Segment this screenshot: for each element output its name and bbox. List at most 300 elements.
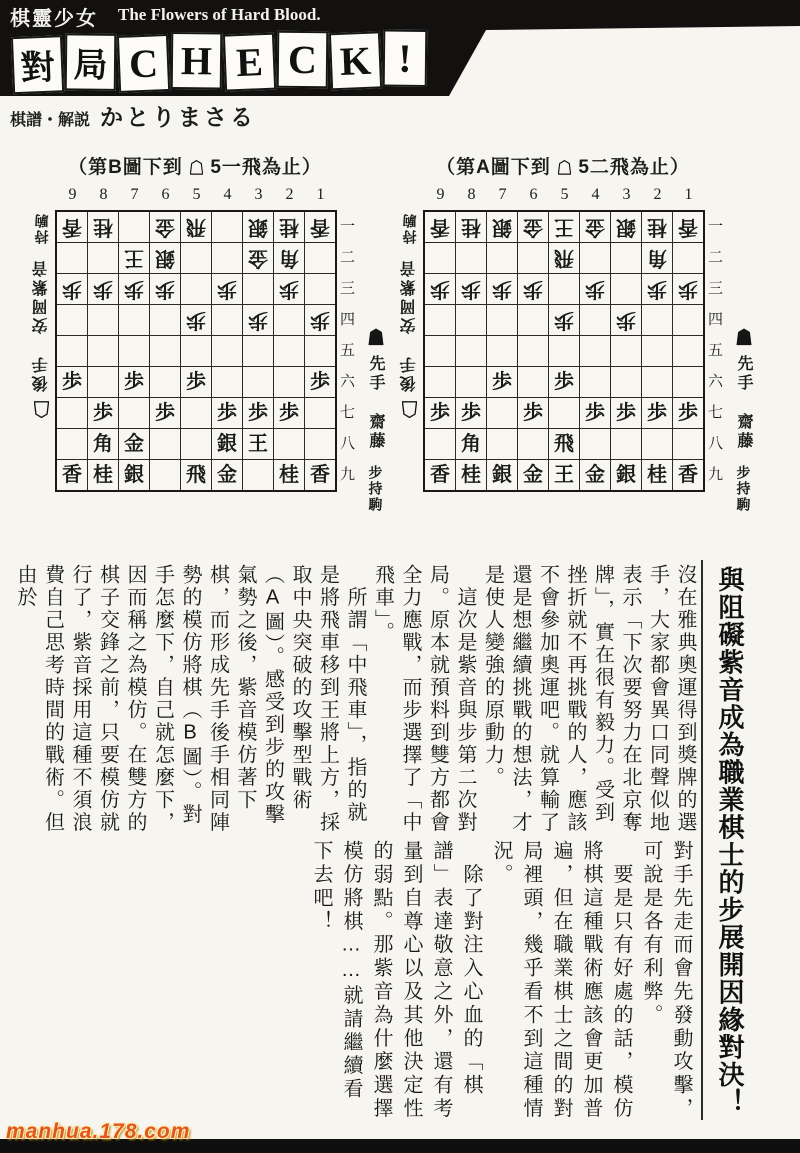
board-square bbox=[150, 274, 180, 304]
board-square bbox=[305, 212, 335, 242]
board-square bbox=[518, 367, 548, 397]
board-square bbox=[119, 460, 149, 490]
board-square bbox=[243, 305, 273, 335]
board-square bbox=[642, 429, 672, 459]
shogi-piece: 香 bbox=[62, 464, 82, 486]
shogi-piece: 王 bbox=[248, 433, 268, 455]
board-square bbox=[274, 305, 304, 335]
board-square bbox=[642, 243, 672, 273]
shogi-piece: 香 bbox=[430, 216, 450, 238]
gote-player-label: 後手 安岡紫音 bbox=[33, 258, 50, 392]
shogi-piece: 歩 bbox=[279, 278, 299, 300]
board-square bbox=[305, 429, 335, 459]
title-box: E bbox=[223, 33, 276, 92]
file-label: 9 bbox=[68, 186, 77, 203]
board-square bbox=[119, 367, 149, 397]
board-square bbox=[425, 429, 455, 459]
board-square bbox=[119, 212, 149, 242]
shogi-piece: 歩 bbox=[155, 402, 175, 424]
rank-label: 七 bbox=[708, 405, 724, 421]
board-square bbox=[57, 429, 87, 459]
board-square bbox=[119, 243, 149, 273]
board-square bbox=[150, 336, 180, 366]
board-square bbox=[88, 243, 118, 273]
board-square bbox=[642, 460, 672, 490]
shogi-piece: 歩 bbox=[616, 402, 636, 424]
board-square bbox=[456, 243, 486, 273]
rank-label: 八 bbox=[708, 436, 724, 452]
file-label: 3 bbox=[254, 186, 263, 203]
board-square bbox=[611, 429, 641, 459]
shogi-piece: 歩 bbox=[554, 371, 574, 393]
shogi-piece: 金 bbox=[155, 216, 175, 238]
board-square bbox=[274, 212, 304, 242]
board-square bbox=[305, 367, 335, 397]
board-square bbox=[181, 398, 211, 428]
shogi-piece: 歩 bbox=[186, 309, 206, 331]
shogi-piece: 歩 bbox=[186, 371, 206, 393]
board-square bbox=[518, 243, 548, 273]
file-labels bbox=[57, 186, 336, 204]
shogi-piece: 銀 bbox=[155, 247, 175, 269]
rank-label: 一 bbox=[340, 219, 356, 235]
board-square bbox=[305, 243, 335, 273]
board-square bbox=[274, 398, 304, 428]
credit-line bbox=[10, 99, 256, 132]
shogi-piece: 香 bbox=[310, 216, 330, 238]
board-square bbox=[57, 336, 87, 366]
board-square bbox=[88, 212, 118, 242]
board-square bbox=[673, 429, 703, 459]
board-square bbox=[673, 398, 703, 428]
board-square bbox=[57, 274, 87, 304]
board-square bbox=[456, 274, 486, 304]
shogi-piece: 歩 bbox=[492, 278, 512, 300]
board-square bbox=[57, 305, 87, 335]
file-label: 2 bbox=[653, 186, 662, 203]
shogi-piece: 歩 bbox=[155, 278, 175, 300]
shogi-piece: 金 bbox=[585, 216, 605, 238]
board-square bbox=[150, 243, 180, 273]
shogi-piece: 飛 bbox=[186, 464, 206, 486]
board-square bbox=[425, 243, 455, 273]
shogi-piece: 歩 bbox=[93, 402, 113, 424]
gote-move-marker-icon bbox=[190, 160, 203, 175]
board-square bbox=[181, 274, 211, 304]
shogi-piece: 角 bbox=[279, 247, 299, 269]
board-square bbox=[150, 212, 180, 242]
board-square bbox=[518, 212, 548, 242]
board-square bbox=[487, 212, 517, 242]
board-square bbox=[673, 243, 703, 273]
shogi-piece: 香 bbox=[678, 464, 698, 486]
article-lower-band bbox=[36, 840, 696, 1122]
board-square bbox=[549, 460, 579, 490]
board-square bbox=[611, 243, 641, 273]
rank-label: 一 bbox=[708, 219, 724, 235]
title-box: H bbox=[171, 32, 223, 90]
shogi-piece: 王 bbox=[554, 464, 574, 486]
title-letter-boxes bbox=[12, 30, 428, 92]
board-square bbox=[305, 305, 335, 335]
board-square bbox=[274, 243, 304, 273]
file-label: 5 bbox=[192, 186, 201, 203]
rank-label: 二 bbox=[340, 250, 356, 266]
shogi-piece: 歩 bbox=[647, 278, 667, 300]
board-square bbox=[673, 212, 703, 242]
board-square bbox=[518, 305, 548, 335]
shogi-piece: 歩 bbox=[310, 371, 330, 393]
board-square bbox=[580, 367, 610, 397]
shogi-piece: 金 bbox=[248, 247, 268, 269]
board-square bbox=[425, 398, 455, 428]
board-square bbox=[88, 305, 118, 335]
rank-label: 三 bbox=[708, 281, 724, 297]
shogi-piece: 歩 bbox=[430, 278, 450, 300]
sente-player-label: 先手 齋藤 bbox=[735, 355, 752, 451]
board-square bbox=[274, 367, 304, 397]
shogi-piece: 王 bbox=[124, 247, 144, 269]
board-square bbox=[243, 367, 273, 397]
board-square bbox=[150, 305, 180, 335]
board-square bbox=[487, 305, 517, 335]
board-square bbox=[212, 460, 242, 490]
board-square bbox=[611, 336, 641, 366]
shogi-piece: 歩 bbox=[124, 371, 144, 393]
shogi-piece: 銀 bbox=[616, 216, 636, 238]
shogi-piece: 金 bbox=[124, 433, 144, 455]
shogi-piece: 香 bbox=[430, 464, 450, 486]
shogi-piece: 桂 bbox=[279, 464, 299, 486]
board-square bbox=[611, 460, 641, 490]
shogi-piece: 歩 bbox=[678, 278, 698, 300]
shogi-piece: 角 bbox=[647, 247, 667, 269]
shogi-piece: 桂 bbox=[279, 216, 299, 238]
shogi-piece: 角 bbox=[461, 433, 481, 455]
board-square bbox=[549, 429, 579, 459]
file-label: 6 bbox=[529, 186, 538, 203]
title-box: C bbox=[277, 31, 329, 89]
file-label: 2 bbox=[285, 186, 294, 203]
board-square bbox=[580, 274, 610, 304]
board-square bbox=[673, 274, 703, 304]
sente-hand-label: 步持駒 bbox=[735, 465, 752, 513]
board-square bbox=[150, 398, 180, 428]
file-label: 1 bbox=[316, 186, 325, 203]
board-square bbox=[305, 398, 335, 428]
shogi-piece: 歩 bbox=[523, 402, 543, 424]
gote-player-panel bbox=[398, 212, 421, 418]
board-square bbox=[456, 429, 486, 459]
board-square bbox=[673, 305, 703, 335]
shogi-diagram-b bbox=[30, 148, 400, 516]
board-square bbox=[212, 305, 242, 335]
board-square bbox=[88, 398, 118, 428]
board-square bbox=[181, 212, 211, 242]
board-square bbox=[181, 243, 211, 273]
file-label: 6 bbox=[161, 186, 170, 203]
article-paragraph: 要是只有好處的話，模仿將棋這種戰術應該會更加普遍，但在職業棋士之間的對局裡頭，幾乎看不到這種情況。 bbox=[490, 840, 632, 1121]
board-square bbox=[673, 367, 703, 397]
board-square bbox=[580, 336, 610, 366]
board-square bbox=[57, 212, 87, 242]
shogi-piece: 金 bbox=[217, 464, 237, 486]
file-labels bbox=[425, 186, 704, 204]
board-square bbox=[212, 367, 242, 397]
article-upper-band bbox=[14, 564, 698, 838]
board-grid bbox=[423, 210, 705, 492]
board-square bbox=[119, 429, 149, 459]
board-square bbox=[243, 429, 273, 459]
board-square bbox=[88, 429, 118, 459]
file-label: 5 bbox=[560, 186, 569, 203]
rank-label: 九 bbox=[340, 467, 356, 483]
board-caption bbox=[30, 152, 360, 179]
title-box: ! bbox=[383, 30, 428, 87]
board-square bbox=[243, 212, 273, 242]
caption-text: 5二飛為止） bbox=[578, 157, 690, 178]
board-square bbox=[456, 398, 486, 428]
article-paragraph: 這次是紫音與步第二次對局。原本就預料到雙方都會全力應戰，而步選擇了「中飛車」。 bbox=[371, 564, 476, 834]
shogi-piece: 歩 bbox=[616, 309, 636, 331]
board-square bbox=[642, 305, 672, 335]
board-square bbox=[580, 398, 610, 428]
board-square bbox=[580, 429, 610, 459]
file-label: 4 bbox=[591, 186, 600, 203]
sente-hand-label: 步持駒 bbox=[367, 465, 384, 513]
headline-divider bbox=[701, 560, 703, 1120]
rank-label: 八 bbox=[340, 436, 356, 452]
board-square bbox=[549, 212, 579, 242]
board-square bbox=[487, 243, 517, 273]
board-square bbox=[456, 305, 486, 335]
board-square bbox=[518, 429, 548, 459]
shogi-piece: 歩 bbox=[93, 278, 113, 300]
shogi-piece: 銀 bbox=[217, 433, 237, 455]
board-square bbox=[57, 460, 87, 490]
board-square bbox=[518, 336, 548, 366]
file-label: 7 bbox=[498, 186, 507, 203]
shogi-diagram-a bbox=[398, 148, 768, 516]
shogi-piece: 銀 bbox=[248, 216, 268, 238]
rank-label: 四 bbox=[340, 312, 356, 328]
shogi-piece: 桂 bbox=[647, 464, 667, 486]
board-square bbox=[549, 305, 579, 335]
shogi-piece: 歩 bbox=[62, 278, 82, 300]
shogi-piece: 金 bbox=[523, 216, 543, 238]
board-square bbox=[274, 336, 304, 366]
gote-move-marker-icon bbox=[558, 160, 571, 175]
shogi-piece: 桂 bbox=[93, 216, 113, 238]
sente-player-label: 先手 齋藤 bbox=[367, 355, 384, 451]
board-square bbox=[487, 429, 517, 459]
board-square bbox=[119, 336, 149, 366]
shogi-piece: 銀 bbox=[616, 464, 636, 486]
file-label: 7 bbox=[130, 186, 139, 203]
gote-hand-label: 持駒 bbox=[33, 212, 50, 244]
shogi-piece: 飛 bbox=[554, 247, 574, 269]
rank-label: 六 bbox=[340, 374, 356, 390]
board-caption bbox=[398, 152, 728, 179]
board-square bbox=[456, 212, 486, 242]
board-square bbox=[549, 336, 579, 366]
board-square bbox=[305, 336, 335, 366]
board-square bbox=[57, 398, 87, 428]
board-square bbox=[673, 460, 703, 490]
series-subtitle: The Flowers of Hard Blood. bbox=[118, 5, 321, 24]
board-square bbox=[580, 212, 610, 242]
board-square bbox=[181, 305, 211, 335]
board-square bbox=[456, 460, 486, 490]
gote-piece-icon bbox=[34, 401, 49, 418]
board-square bbox=[243, 460, 273, 490]
gote-piece-icon bbox=[402, 401, 417, 418]
shogi-piece: 歩 bbox=[310, 309, 330, 331]
shogi-piece: 歩 bbox=[62, 371, 82, 393]
board-square bbox=[181, 367, 211, 397]
shogi-piece: 歩 bbox=[523, 278, 543, 300]
shogi-piece: 香 bbox=[62, 216, 82, 238]
shogi-piece: 歩 bbox=[279, 402, 299, 424]
file-label: 8 bbox=[467, 186, 476, 203]
shogi-piece: 歩 bbox=[492, 371, 512, 393]
shogi-piece: 香 bbox=[310, 464, 330, 486]
gote-hand-label: 持駒 bbox=[401, 212, 418, 244]
shogi-piece: 歩 bbox=[678, 402, 698, 424]
board-square bbox=[274, 460, 304, 490]
shogi-piece: 王 bbox=[554, 216, 574, 238]
board-square bbox=[673, 336, 703, 366]
rank-labels bbox=[340, 212, 355, 491]
board-square bbox=[212, 336, 242, 366]
board-square bbox=[611, 212, 641, 242]
board-square bbox=[181, 336, 211, 366]
board-square bbox=[119, 305, 149, 335]
article-headline: 與阻礙紫音成為職業棋士的步展開因緣對決！ bbox=[715, 566, 745, 1116]
board-square bbox=[487, 460, 517, 490]
shogi-piece: 銀 bbox=[492, 464, 512, 486]
article-paragraph: 所謂「中飛車」，指的就是將飛車移到王將上方，採取中央突破的攻擊型戰術（A圖）。感受到步的攻擊氣勢之後，紫音模仿著下棋，而形成先手後手相同陣勢的模仿將棋（B圖）。對手怎麼下，自己就怎麼下，因而稱之為模仿。在雙方的棋子交鋒之前，只要模仿就行了，紫音採用這種不須浪費自己思考時間的戰術。但由於 bbox=[14, 564, 366, 834]
board-square bbox=[150, 367, 180, 397]
board-square bbox=[57, 243, 87, 273]
board-square bbox=[549, 367, 579, 397]
board-square bbox=[88, 460, 118, 490]
shogi-piece: 歩 bbox=[554, 309, 574, 331]
board-square bbox=[580, 460, 610, 490]
board-square bbox=[243, 336, 273, 366]
board-square bbox=[57, 367, 87, 397]
board-square bbox=[88, 274, 118, 304]
board-square bbox=[243, 243, 273, 273]
board-square bbox=[243, 398, 273, 428]
rank-label: 四 bbox=[708, 312, 724, 328]
board-square bbox=[425, 460, 455, 490]
shogi-piece: 角 bbox=[93, 433, 113, 455]
watermark: manhua.178.com bbox=[6, 1120, 191, 1143]
file-label: 9 bbox=[436, 186, 445, 203]
board-square bbox=[518, 398, 548, 428]
board-square bbox=[243, 274, 273, 304]
shogi-piece: 銀 bbox=[492, 216, 512, 238]
board-square bbox=[487, 367, 517, 397]
series-title: 棋靈少女 bbox=[10, 8, 98, 30]
credit-name: かとりまさる bbox=[100, 104, 257, 130]
board-square bbox=[274, 429, 304, 459]
rank-label: 六 bbox=[708, 374, 724, 390]
gote-player-panel bbox=[30, 212, 53, 418]
shogi-piece: 歩 bbox=[461, 402, 481, 424]
article-paragraph: 除了對注入心血的「棋譜」表達敬意之外，還有考量到自尊心以及其他決定性的弱點。那紫音為什麼選擇模仿將棋……就請繼續看下去吧！ bbox=[310, 840, 482, 1121]
board-square bbox=[212, 398, 242, 428]
board-square bbox=[456, 336, 486, 366]
gote-player-label: 後手 安岡紫音 bbox=[401, 258, 418, 392]
shogi-piece: 飛 bbox=[554, 433, 574, 455]
board-square bbox=[487, 274, 517, 304]
shogi-piece: 歩 bbox=[217, 278, 237, 300]
board-grid bbox=[55, 210, 337, 492]
board-square bbox=[642, 336, 672, 366]
board-square bbox=[425, 212, 455, 242]
shogi-piece: 金 bbox=[523, 464, 543, 486]
shogi-piece: 金 bbox=[585, 464, 605, 486]
board-square bbox=[181, 460, 211, 490]
board-square bbox=[642, 274, 672, 304]
rank-label: 九 bbox=[708, 467, 724, 483]
title-box: C bbox=[117, 34, 170, 93]
board-square bbox=[611, 398, 641, 428]
shogi-piece: 歩 bbox=[647, 402, 667, 424]
sente-player-panel bbox=[364, 328, 387, 513]
board-square bbox=[487, 336, 517, 366]
board-square bbox=[518, 274, 548, 304]
sente-piece-icon bbox=[368, 328, 384, 346]
shogi-piece: 桂 bbox=[93, 464, 113, 486]
article-paragraph: 對手先走而會先發動攻擊，可說是各有利弊。 bbox=[640, 840, 692, 1121]
title-box: 局 bbox=[65, 33, 117, 91]
board-square bbox=[425, 367, 455, 397]
caption-text: 5一飛為止） bbox=[210, 157, 322, 178]
shogi-piece: 歩 bbox=[430, 402, 450, 424]
title-box: 對 bbox=[11, 35, 64, 94]
board-square bbox=[274, 274, 304, 304]
board-square bbox=[642, 212, 672, 242]
credit-label: 棋譜・解説 bbox=[10, 112, 91, 129]
board-square bbox=[212, 243, 242, 273]
rank-label: 七 bbox=[340, 405, 356, 421]
caption-text: （第A圖下到 bbox=[436, 157, 551, 178]
sente-player-panel bbox=[732, 328, 755, 513]
board-square bbox=[88, 367, 118, 397]
file-label: 4 bbox=[223, 186, 232, 203]
rank-labels bbox=[708, 212, 723, 491]
shogi-piece: 歩 bbox=[585, 278, 605, 300]
board-square bbox=[150, 429, 180, 459]
board-square bbox=[642, 398, 672, 428]
file-label: 3 bbox=[622, 186, 631, 203]
file-label: 1 bbox=[684, 186, 693, 203]
shogi-piece: 歩 bbox=[585, 402, 605, 424]
board-square bbox=[150, 460, 180, 490]
board-square bbox=[425, 274, 455, 304]
board-square bbox=[611, 274, 641, 304]
shogi-piece: 桂 bbox=[647, 216, 667, 238]
shogi-piece: 銀 bbox=[124, 464, 144, 486]
file-label: 8 bbox=[99, 186, 108, 203]
article-paragraph: 沒在雅典奧運得到獎牌的選手，大家都會異口同聲似地表示「下次要努力在北京奪牌」，實在很有毅力。受到挫折就不再挑戰的人，應該不會參加奧運吧。就算輸了還是想繼續挑戰的想法，才是使人變強的原動力。 bbox=[481, 564, 696, 834]
rank-label: 二 bbox=[708, 250, 724, 266]
shogi-piece: 歩 bbox=[248, 309, 268, 331]
board-square bbox=[456, 367, 486, 397]
